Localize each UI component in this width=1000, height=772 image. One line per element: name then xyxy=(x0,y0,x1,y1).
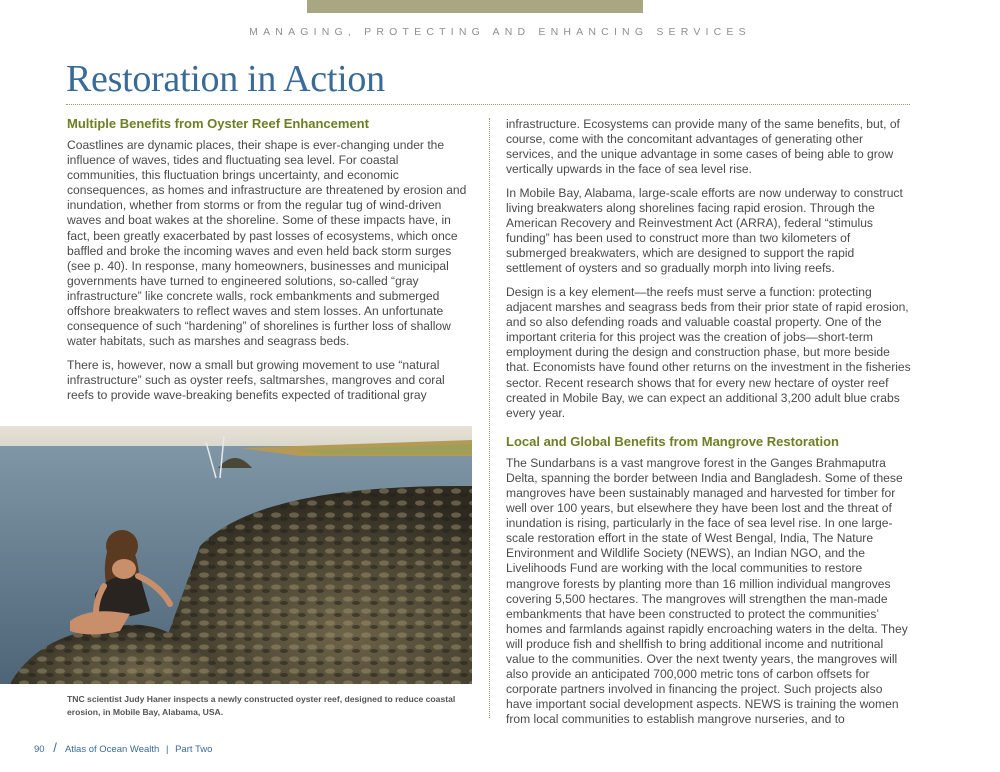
part-label: Part Two xyxy=(175,744,213,755)
left-column xyxy=(67,116,470,412)
paragraph: Coastlines are dynamic places, their shape is ever-changing under the influence of waves, tides and fluctuating sea level. For coastal communities, this fluctuation brings uncertainty, and economic consequences, as homes and infrastructure are threatened by erosion and inundation, whether from storms or from the regular tug of wind-driven waves and boat wakes at the shoreline. Some of these impacts have, in fact, been greatly exacerbated by past losses of ecosystems, which once baffled and broke the incoming waves and even held back storm surges (see p. 40). In response, many homeowners, businesses and municipal governments have turned to engineered solutions, so-called “gray infrastructure” like concrete walls, rock embankments and submerged offshore breakwaters to reflect waves and stem losses. An unfortunate consequence of such “hardening” of shorelines is further loss of shallow water habitats, such as marshes and seagrass beds. xyxy=(67,138,467,349)
paragraph: There is, however, now a small but growing movement to use “natural infrastructure” such as oyster reefs, saltmarshes, mangroves and coral reefs to provide wave-breaking benefits expected of traditional gray xyxy=(67,357,445,402)
column-divider xyxy=(489,118,490,718)
page-footer xyxy=(34,740,212,755)
top-accent-bar xyxy=(307,0,643,13)
page-title: Restoration in Action xyxy=(66,58,385,100)
paragraph: Design is a key element—the reefs must serve a function: protecting adjacent marshes and seagrass beds from their prior state of rapid erosion, and so also defending roads and valuable coastal property. One of the important criteria for this project was the creation of jobs—short-term employment during the design and construction phase, but more beside that. Economists have found other returns on the investment in the fisheries sector. Recent research shows that for every new hectare of oyster reef created in Mobile Bay, we can expect an additional 3,200 adult blue crabs every year. xyxy=(506,284,911,420)
footer-separator: | xyxy=(165,744,169,755)
section-kicker: MANAGING, PROTECTING AND ENHANCING SERVICES xyxy=(249,26,751,38)
publication-title: Atlas of Ocean Wealth xyxy=(64,744,160,755)
paragraph: infrastructure. Ecosystems can provide many of the same benefits, but, of course, come with the concomitant advantages of generating other services, and the unique advantage in some cases of being able to grow vertically upwards in the face of sea level rise. xyxy=(506,117,900,177)
paragraph: The Sundarbans is a vast mangrove forest in the Ganges Brahmaputra Delta, spanning the border between India and Bangladesh. Some of these mangroves have been sustainably managed and harvested for timber for well over 100 years, but elsewhere they have been lost and the threat of inundation is rising, particularly in the face of sea level rise. In one large-scale restoration effort in the state of West Bengal, India, The Nature Environment and Wildlife Society (NEWS), an Indian NGO, and the Livelihoods Fund are working with the local communities to restore mangrove forests by planting more than 16 million individual mangroves covering 5,500 hectares. The mangroves will strengthen the man-made embankments that have been constructed to protect the communities’ homes and farmlands against rapidly encroaching waters in the delta. They will produce fish and shellfish to bring additional income and nutritional value to the communities. Over the next twenty years, the mangroves will also provide an anticipated 700,000 metric tons of carbon offsets for corporate partners involved in financing the project. Such projects also have important social development aspects. NEWS is training the women from local communities to establish mangrove nurseries, and to xyxy=(506,455,908,727)
section-heading-oyster: Multiple Benefits from Oyster Reef Enhancement xyxy=(67,116,369,131)
paragraph: In Mobile Bay, Alabama, large-scale efforts are now underway to construct living breakwaters along shorelines facing rapid erosion. Through the American Recovery and Reinvestment Act (ARRA), federal “stimulus funding” has been used to construct more than two kilometers of submerged breakwaters, which are designed to support the rapid settlement of oysters and so gradually morph into living reefs. xyxy=(506,185,903,276)
title-divider xyxy=(66,104,910,105)
section-heading-mangrove: Local and Global Benefits from Mangrove Restoration xyxy=(506,433,839,449)
footer-slash: / xyxy=(53,740,57,755)
oyster-reef-photo xyxy=(0,426,472,684)
page-number: 90 xyxy=(34,744,45,755)
photo-caption: TNC scientist Judy Haner inspects a newly constructed oyster reef, designed to reduce coastal erosion, in Mobile Bay, Alabama, USA. xyxy=(67,694,456,717)
right-column xyxy=(506,117,912,736)
